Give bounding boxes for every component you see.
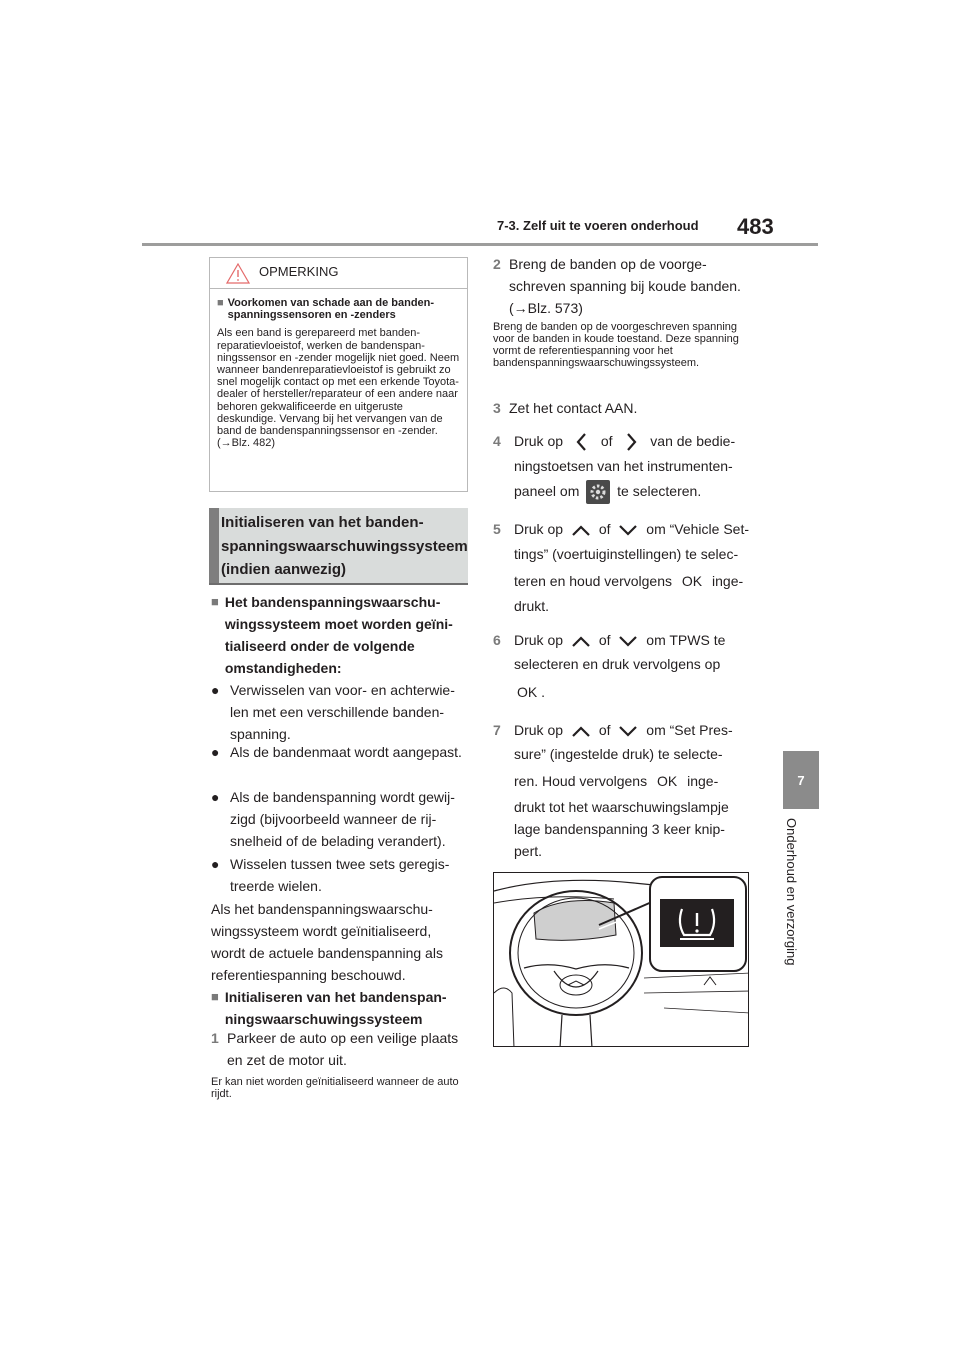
square-bullet-icon: ■ xyxy=(211,594,219,609)
chapter-tab xyxy=(783,751,819,809)
bullet-dot-icon: ● xyxy=(211,856,220,872)
paragraph-reference: Als het bandenspanningswaarschuwingssysteem wordt geïnitialiseerd, wordt de actuele bandenspanning als referentiespanning beschouwd. xyxy=(211,901,443,983)
ok-button-icon: OK xyxy=(681,573,703,589)
step-3: 3 Zet het contact AAN. xyxy=(493,397,753,419)
section-title-box xyxy=(209,508,468,585)
list-item: ● Verwisselen van voor- en achterwielen met een verschillende bandenspanning. xyxy=(211,679,468,745)
page-number: 483 xyxy=(737,214,774,239)
step-2: 2 Breng de banden op de voorgeschreven spanning bij koude banden. (→Blz. 573) xyxy=(493,253,753,319)
section-header: 7-3. Zelf uit te voeren onderhoud xyxy=(497,218,699,233)
step-number: 3 xyxy=(493,400,501,416)
chevron-up-icon xyxy=(570,633,592,649)
heading-when-initialize: ■ Het bandenspanningswaarschuwingssysteem moet worden geïnitialiseerd onder de volgende omstandigheden: xyxy=(211,591,468,679)
chevron-up-icon xyxy=(570,723,592,739)
settings-gear-icon xyxy=(586,480,610,504)
chevron-left-icon xyxy=(571,431,593,453)
step-1: 1 Parkeer de auto op een veilige plaats en zet de motor uit. xyxy=(211,1027,468,1071)
chevron-down-icon xyxy=(617,522,639,538)
heading-initialize: ■ Initialiseren van het bandenspanningswaarschuwingssysteem xyxy=(211,986,468,1030)
warning-triangle-icon xyxy=(226,263,250,284)
bullet-dot-icon: ● xyxy=(211,744,220,760)
bullet-dot-icon: ● xyxy=(211,789,220,805)
notice-body xyxy=(210,289,467,449)
step-number: 6 xyxy=(493,632,501,648)
note-step-1: Er kan niet worden geïnitialiseerd wanneer de auto rijdt. xyxy=(211,1076,459,1100)
step-number: 5 xyxy=(493,521,501,537)
list-item: ● Als de bandenspanning wordt gewijzigd (bijvoorbeeld wanneer de rijsnelheid of de belading verandert). xyxy=(211,786,468,852)
list-item: ● Als de bandenmaat wordt aangepast. xyxy=(211,741,468,763)
section-title: Initialiseren van het bandenspanningswaarschuwingssysteem (indien aanwezig) xyxy=(221,514,468,578)
chevron-down-icon xyxy=(617,633,639,649)
chapter-number: 7 xyxy=(797,772,805,788)
notice-header xyxy=(210,258,467,289)
bullet-dot-icon: ● xyxy=(211,682,220,698)
chapter-label-wrap xyxy=(784,818,818,983)
chevron-down-icon xyxy=(617,723,639,739)
header-rule xyxy=(142,243,818,246)
chevron-right-icon xyxy=(620,431,642,453)
notice-box xyxy=(209,257,468,492)
list-item: ● Wisselen tussen twee sets geregistreerde wielen. xyxy=(211,853,468,897)
notice-subtitle: Voorkomen van schade aan de bandenspanningssensoren en -zenders xyxy=(227,297,435,322)
chevron-up-icon xyxy=(570,522,592,538)
notice-text: Als een band is gerepareerd met bandenreparatievloeistof, werken de bandenspanningssensor en -zender mogelijk niet goed. Neem wanneer bandenreparatievloeistof is gebruikt zo snel mogelijk contact op met een erkende Toyota-dealer of hersteller/reparateur of een andere naar behoren gekwalificeerde en uitgeruste deskundige. Vervang bij het vervangen van de band de bandenspanningssensor en -zender. (→Blz. 482) xyxy=(217,327,460,450)
chapter-label: Onderhoud en verzorging xyxy=(784,818,799,966)
ok-button-icon: OK xyxy=(656,773,678,789)
steering-wheel-illustration xyxy=(494,873,749,1047)
notice-title: OPMERKING xyxy=(259,264,339,279)
step-number: 7 xyxy=(493,722,501,738)
dashboard-illustration xyxy=(493,872,749,1047)
ok-button-icon: OK xyxy=(517,684,538,700)
note-step-2: Breng de banden op de voorgeschreven spanning voor de banden in koude toestand. Deze spanning vormt de referentiespanning voor het bandenspanningswaarschuwingssysteem. xyxy=(493,321,739,369)
square-bullet-icon: ■ xyxy=(217,297,224,309)
notice-subtitle-row xyxy=(217,297,460,321)
step-number: 4 xyxy=(493,433,501,449)
square-bullet-icon: ■ xyxy=(211,989,219,1004)
step-number: 1 xyxy=(211,1030,219,1046)
step-number: 2 xyxy=(493,256,501,272)
